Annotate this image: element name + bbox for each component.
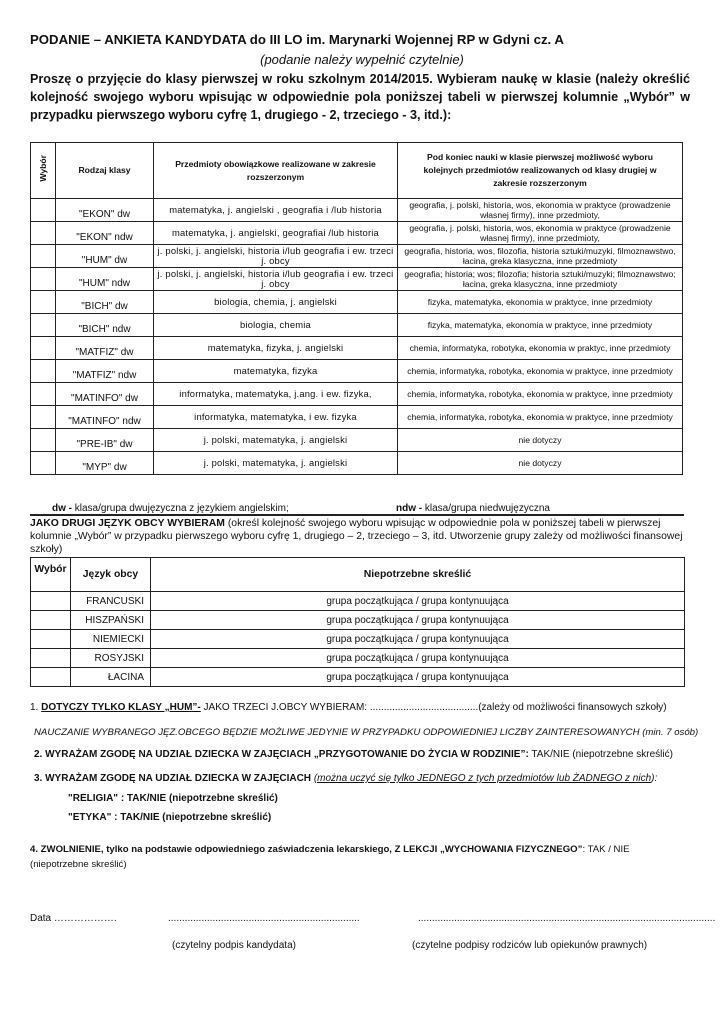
class-choice-cell[interactable] [31, 199, 56, 222]
religia-option: "RELIGIA" : TAK/NIE (niepotrzebne skreślić) [68, 793, 278, 804]
language-choice-cell[interactable] [31, 611, 71, 630]
class-extended-subjects: chemia, informatyka, robotyka, ekonomia w praktyce, inne przedmioty [398, 360, 683, 383]
col-lang-wybor: Wybór [31, 558, 71, 592]
class-row [31, 452, 683, 475]
etyka-option: "ETYKA" : TAK/NIE (niepotrzebne skreślić) [68, 812, 272, 823]
legend [52, 503, 550, 514]
col-lang-jezyk: Język obcy [71, 558, 151, 592]
class-name: "HUM" dw [56, 245, 154, 268]
class-extended-subjects: geografia; historia; wos; filozofia; historia sztuki/muzyki; filmoznawstwo; łacina, greka klasyczna, inne przedmioty [398, 268, 683, 291]
legend-ndw-text: klasa/grupa niedwujęzyczna [422, 503, 550, 514]
language-group-options[interactable]: grupa początkująca / grupa kontynuująca [151, 592, 685, 611]
class-subjects: biologia, chemia [154, 314, 398, 337]
class-choice-cell[interactable] [31, 291, 56, 314]
class-choice-cell[interactable] [31, 360, 56, 383]
question-1-bold: DOTYCZY TYLKO KLASY „HUM”- [41, 702, 201, 713]
class-row [31, 383, 683, 406]
language-name: HISZPAŃSKI [71, 611, 151, 630]
language-group-options[interactable]: grupa początkująca / grupa kontynuująca [151, 649, 685, 668]
language-row [31, 630, 685, 649]
class-name: "HUM" ndw [56, 268, 154, 291]
class-subjects: biologia, chemia, j. angielski [154, 291, 398, 314]
class-extended-subjects: geografia, historia, wos, filozofia, historia sztuki/muzyki, filmoznawstwo, łacina, greka klasyczna, inne przedmioty [398, 245, 683, 268]
question-3-note: (można uczyć się tylko JEDNEGO z tych przedmiotów lub ŻADNEGO z nich [313, 773, 652, 784]
legend-dw-text: klasa/grupa dwujęzyczna z językiem angielskim; [72, 503, 289, 514]
class-extended-subjects: chemia, informatyka, robotyka, ekonomia w praktyc, inne przedmioty [398, 337, 683, 360]
parents-signature-caption: (czytelne podpisy rodziców lub opiekunów prawnych) [412, 940, 648, 951]
form-intro: Proszę o przyjęcie do klasy pierwszej w roku szkolnym 2014/2015. Wybieram naukę w klasie (należy określić kolejność swojego wyboru wpisując w odpowiednie pola poniższej tabeli w pierwszej kolumnie „Wybór” w przypadku pierwszego wyboru cyfrę 1, drugiego - 2, trzeciego - 3, itd.): [30, 72, 690, 122]
class-name: "EKON" dw [56, 199, 154, 222]
class-extended-subjects: geografia, j. polski, historia, wos, ekonomia w praktyce (prowadzenie własnej firmy), inne przedmioty, [398, 199, 683, 222]
question-2-bold: 2. WYRAŻAM ZGODĘ NA UDZIAŁ DZIECKA W ZAJĘCIACH „PRZYGOTOWANIE DO ŻYCIA W RODZINIE”: [34, 749, 529, 760]
class-choice-cell[interactable] [31, 429, 56, 452]
language-name: NIEMIECKI [71, 630, 151, 649]
legend-ndw-key: ndw - [396, 503, 423, 514]
class-subjects: j. polski, j. angielski, historia i/lub geografia i ew. trzeci j. obcy [154, 268, 398, 291]
class-subjects: informatyka, matematyka, j.ang. i ew. fizyka, [154, 383, 398, 406]
language-row [31, 649, 685, 668]
question-4 [30, 842, 690, 872]
parents-signature-line[interactable]: ........................................................................................................... [418, 913, 716, 924]
language-group-options[interactable]: grupa początkująca / grupa kontynuująca [151, 611, 685, 630]
candidate-signature-caption: (czytelny podpis kandydata) [172, 940, 296, 951]
class-subjects: matematyka, j. angielski, geografiai /lub historia [154, 222, 398, 245]
class-extended-subjects: fizyka, matematyka, ekonomia w praktyce, inne przedmioty [398, 291, 683, 314]
language-choice-cell[interactable] [31, 592, 71, 611]
legend-dw-key: dw - [52, 503, 72, 514]
language-group-options[interactable]: grupa początkująca / grupa kontynuująca [151, 630, 685, 649]
language-choice-cell[interactable] [31, 630, 71, 649]
class-choice-cell[interactable] [31, 383, 56, 406]
language-row [31, 592, 685, 611]
class-row [31, 199, 683, 222]
class-choice-cell[interactable] [31, 406, 56, 429]
class-choice-cell[interactable] [31, 337, 56, 360]
class-extended-subjects: geografia, j. polski, historia, wos, ekonomia w praktyce (prowadzenie własnej firmy), inne przedmioty, [398, 222, 683, 245]
class-extended-subjects: chemia, informatyka, robotyka, ekonomia w praktyce, inne przedmioty [398, 406, 683, 429]
language-group-options[interactable]: grupa początkująca / grupa kontynuująca [151, 668, 685, 687]
class-name: "BICH" ndw [56, 314, 154, 337]
date-field[interactable]: Data ………………. [30, 913, 117, 924]
language-name: ROSYJSKI [71, 649, 151, 668]
class-name: "MATFIZ" dw [56, 337, 154, 360]
class-row [31, 268, 683, 291]
col-drugie-rozszerzenie: Pod koniec nauki w klasie pierwszej możliwość wyboru kolejnych przedmiotów realizowanych od klasy drugiej w zakresie rozszerzonym [398, 143, 683, 199]
languages-intro [30, 517, 694, 556]
form-title: PODANIE – ANKIETA KANDYDATA do III LO im. Marynarki Wojennej RP w Gdyni cz. A [30, 32, 564, 47]
class-row [31, 337, 683, 360]
class-subjects: matematyka, fizyka [154, 360, 398, 383]
question-2-text: TAK/NIE (niepotrzebne skreślić) [528, 749, 673, 760]
col-przedmioty: Przedmioty obowiązkowe realizowane w zakresie rozszerzonym [154, 143, 398, 199]
language-row [31, 611, 685, 630]
language-choice-cell[interactable] [31, 649, 71, 668]
col-wybor: Wybór [31, 143, 56, 199]
class-choice-cell[interactable] [31, 245, 56, 268]
class-name: "MATINFO" ndw [56, 406, 154, 429]
class-subjects: j. polski, j. angielski, historia i/lub geografia i ew. trzeci j. obcy [154, 245, 398, 268]
section-divider [30, 514, 684, 516]
class-row [31, 429, 683, 452]
language-name: FRANCUSKI [71, 592, 151, 611]
class-name: "MATINFO" dw [56, 383, 154, 406]
class-extended-subjects: nie dotyczy [398, 429, 683, 452]
class-choice-cell[interactable] [31, 222, 56, 245]
class-name: "MATFIZ" ndw [56, 360, 154, 383]
class-row [31, 360, 683, 383]
class-row [31, 406, 683, 429]
class-row [31, 245, 683, 268]
languages-table [30, 557, 685, 687]
question-1: 1. DOTYCZY TYLKO KLASY „HUM”- JAKO TRZECI J.OBCY WYBIERAM: .......................................(zależy od możliwości finansowych szkoły) [30, 702, 667, 713]
class-choice-cell[interactable] [31, 314, 56, 337]
class-row [31, 314, 683, 337]
languages-intro-bold: JAKO DRUGI JĘZYK OBCY WYBIERAM [30, 518, 225, 529]
question-4-text: : TAK / NIE (niepotrzebne skreślić) [30, 844, 630, 870]
language-row [31, 668, 685, 687]
candidate-signature-line[interactable]: ..................................................................... [168, 913, 360, 924]
question-3: 3. WYRAŻAM ZGODĘ NA UDZIAŁ DZIECKA W ZAJĘCIACH (można uczyć się tylko JEDNEGO z tych przedmiotów lub ŻADNEGO z nich): [34, 773, 658, 784]
class-choice-cell[interactable] [31, 268, 56, 291]
class-subjects: j. polski, matematyka, j. angielski [154, 429, 398, 452]
class-extended-subjects: fizyka, matematyka, ekonomia w praktyce, inne przedmioty [398, 314, 683, 337]
class-choice-cell[interactable] [31, 452, 56, 475]
class-name: "BICH" dw [56, 291, 154, 314]
class-subjects: j. polski, matematyka, j. angielski [154, 452, 398, 475]
question-1-text: JAKO TRZECI J.OBCY WYBIERAM: .......................................(zależy od możliwości finansowych szkoły) [200, 702, 667, 713]
question-2 [34, 749, 673, 760]
languages-intro-text: (określ kolejność swojego wyboru wpisując w odpowiednie pola w poniższej tabeli w pierwszej kolumnie „Wybór” w przypadku pierwszego wyboru cyfrę 1, drugiego – 2, trzeciego – 3, itd. Utworzenie grupy zależy od możliwości finansowej szkoły) [30, 518, 683, 555]
col-rodzaj-klasy: Rodzaj klasy [56, 143, 154, 199]
class-name: "PRE-IB" dw [56, 429, 154, 452]
class-row [31, 291, 683, 314]
class-extended-subjects: nie dotyczy [398, 452, 683, 475]
question-3-bold: 3. WYRAŻAM ZGODĘ NA UDZIAŁ DZIECKA W ZAJĘCIACH [34, 773, 312, 784]
language-choice-cell[interactable] [31, 668, 71, 687]
class-extended-subjects: chemia, informatyka, robotyka, ekonomia w praktyce, inne przedmioty [398, 383, 683, 406]
question-4-bold: 4. ZWOLNIENIE, tylko na podstawie odpowiedniego zaświadczenia lekarskiego, Z LEKCJI „WYCHOWANIA FIZYCZNEGO” [30, 844, 583, 855]
classes-table [30, 142, 683, 475]
question-1-note: NAUCZANIE WYBRANEGO JĘZ.OBCEGO BĘDZIE MOŻLIWE JEDYNIE W PRZYPADKU ODPOWIEDNIEJ LICZBY ZAINTERESOWANYCH (min. 7 osób) [34, 727, 699, 738]
class-row [31, 222, 683, 245]
class-subjects: matematyka, j. angielski , geografia i /lub historia [154, 199, 398, 222]
class-subjects: informatyka, matematyka, i ew. fizyka [154, 406, 398, 429]
class-name: "MYP" dw [56, 452, 154, 475]
class-subjects: matematyka, fizyka, j. angielski [154, 337, 398, 360]
form-subtitle: (podanie należy wypełnić czytelnie) [260, 52, 464, 67]
class-name: "EKON" ndw [56, 222, 154, 245]
language-name: ŁACINA [71, 668, 151, 687]
col-lang-skreslic: Niepotrzebne skreślić [151, 558, 685, 592]
